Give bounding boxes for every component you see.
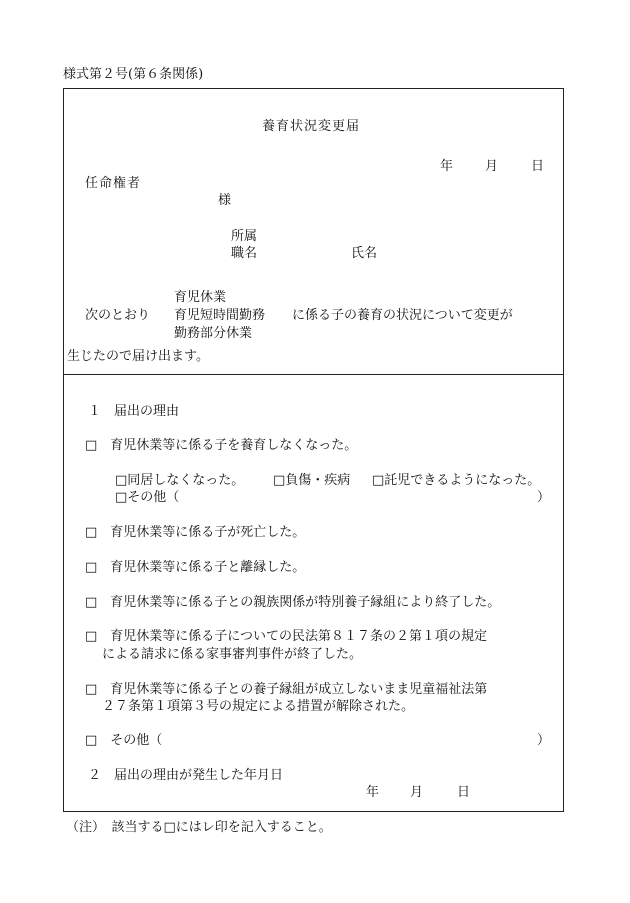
honorific: 様 bbox=[218, 193, 232, 208]
reason-item-other-close: ） bbox=[537, 733, 551, 748]
sub-option-not-cohabiting: □同居しなくなった。 bbox=[115, 473, 245, 488]
intro-prefix: 次のとおり bbox=[85, 308, 151, 323]
sub-option-other-close: ） bbox=[537, 490, 551, 505]
reason-item-civil-code-line1: □ 育児休業等に係る子についての民法第８１７条の２第１項の規定 bbox=[85, 629, 488, 644]
section1-heading: １ 届出の理由 bbox=[88, 404, 180, 419]
date-month: 月 bbox=[485, 159, 499, 174]
sub-option-daycare-possible: □託児できるようになった。 bbox=[372, 473, 541, 488]
affiliation-label: 所属 bbox=[231, 229, 258, 244]
date-day: 日 bbox=[531, 159, 545, 174]
footnote: （注） 該当する□にはレ印を記入すること。 bbox=[66, 820, 332, 835]
section2-heading: ２ 届出の理由が発生した年月日 bbox=[88, 768, 284, 783]
intro-option-short-hours: 育児短時間勤務 bbox=[174, 308, 266, 323]
reason-item-welfare-law-line2: ２７条第１項第３号の規定による措置が解除された。 bbox=[102, 699, 415, 714]
form-number: 様式第２号(第６条関係) bbox=[63, 67, 204, 82]
intro-option-leave: 育児休業 bbox=[174, 290, 227, 305]
position-label: 職名 bbox=[231, 246, 258, 261]
sub-option-injury-illness: □負傷・疾病 bbox=[273, 473, 351, 488]
reason-item-civil-code-line2: による請求に係る家事審判事件が終了した。 bbox=[102, 647, 363, 662]
intro-option-partial-leave: 勤務部分休業 bbox=[174, 326, 253, 341]
reason-item-other: □ その他（ bbox=[85, 733, 163, 748]
form-title: 養育状況変更届 bbox=[262, 119, 361, 134]
section-divider bbox=[63, 374, 564, 375]
occurrence-date-year: 年 bbox=[366, 785, 380, 800]
intro-suffix: に係る子の養育の状況について変更が bbox=[292, 308, 513, 323]
appointer-label: 任命権者 bbox=[85, 176, 142, 191]
occurrence-date-month: 月 bbox=[410, 785, 424, 800]
reason-item-special-adoption: □ 育児休業等に係る子との親族関係が特別養子縁組により終了した。 bbox=[85, 595, 501, 610]
sub-option-other: □その他（ bbox=[115, 490, 180, 505]
date-year: 年 bbox=[440, 159, 454, 174]
reason-item-no-longer-raising: □ 育児休業等に係る子を養育しなくなった。 bbox=[85, 438, 358, 453]
occurrence-date-day: 日 bbox=[457, 785, 471, 800]
reason-item-dissolved-adoption: □ 育児休業等に係る子と離縁した。 bbox=[85, 560, 306, 575]
reason-item-welfare-law-line1: □ 育児休業等に係る子との養子縁組が成立しないまま児童福祉法第 bbox=[85, 682, 488, 697]
name-label: 氏名 bbox=[351, 246, 378, 261]
intro-continuation: 生じたので届け出ます。 bbox=[67, 349, 209, 364]
reason-item-child-died: □ 育児休業等に係る子が死亡した。 bbox=[85, 525, 306, 540]
